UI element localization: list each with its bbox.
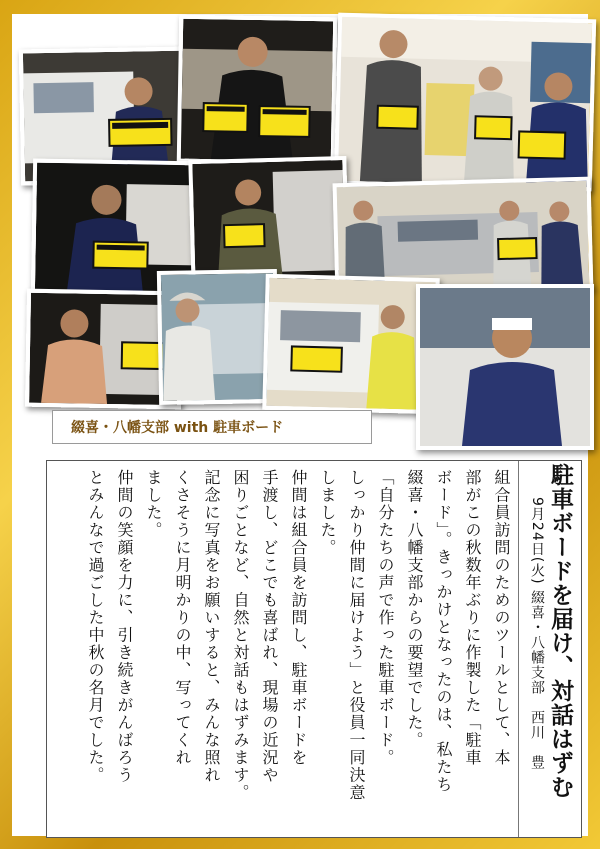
article-line-2: 部がこの秋数年ぶりに作製した「駐車 bbox=[463, 469, 482, 767]
article-line-6: しっかり仲間に届けよう」と役員一同決意 bbox=[347, 469, 366, 802]
article-line-13: ました。 bbox=[144, 469, 163, 539]
column-divider bbox=[518, 461, 519, 837]
article-line-15: とみんなで過ごした中秋の名月でした。 bbox=[86, 469, 105, 784]
article-byline: 9月24日(火) 綴喜・八幡支部 西川 豊 bbox=[529, 497, 545, 771]
article-line-7: しました。 bbox=[318, 469, 337, 557]
article-line-14: 仲間の笑顔を力に、引き続きがんばろう bbox=[115, 469, 134, 784]
article-line-8: 仲間は組合員を訪問し、駐車ボードを bbox=[289, 469, 308, 767]
photo-caption: 綴喜・八幡支部 with 駐車ボード bbox=[52, 410, 372, 444]
article-line-9: 手渡し、どこでも喜ばれ、現場の近況や bbox=[260, 469, 279, 784]
article-box bbox=[46, 460, 582, 838]
article-line-10: 困りごとなど、自然と対話もはずみます。 bbox=[231, 469, 250, 802]
photo-member-black-shirt bbox=[177, 15, 338, 166]
article-line-11: 記念に写真をお願いすると、みんな照れ bbox=[202, 469, 221, 784]
photo-office-group bbox=[334, 13, 596, 192]
article-line-12: くさそうに月明かりの中、写ってくれ bbox=[173, 469, 192, 767]
photo-member-cap-truck bbox=[157, 269, 279, 405]
photo-member-headband bbox=[416, 284, 594, 450]
article-headline: 駐車ボードを届け、対話はずむ bbox=[547, 463, 573, 799]
photo-member-yellow-van bbox=[262, 274, 440, 415]
article-line-1: 組合員訪問のためのツールとして、本 bbox=[492, 469, 511, 767]
page-inner bbox=[12, 14, 588, 836]
article-line-3: ボード」。きっかけとなったのは、私たち bbox=[434, 469, 453, 794]
article-line-5: 「自分たちの声で作った駐車ボード。 bbox=[376, 469, 395, 767]
article-line-4: 綴喜・八幡支部からの要望でした。 bbox=[405, 469, 424, 749]
